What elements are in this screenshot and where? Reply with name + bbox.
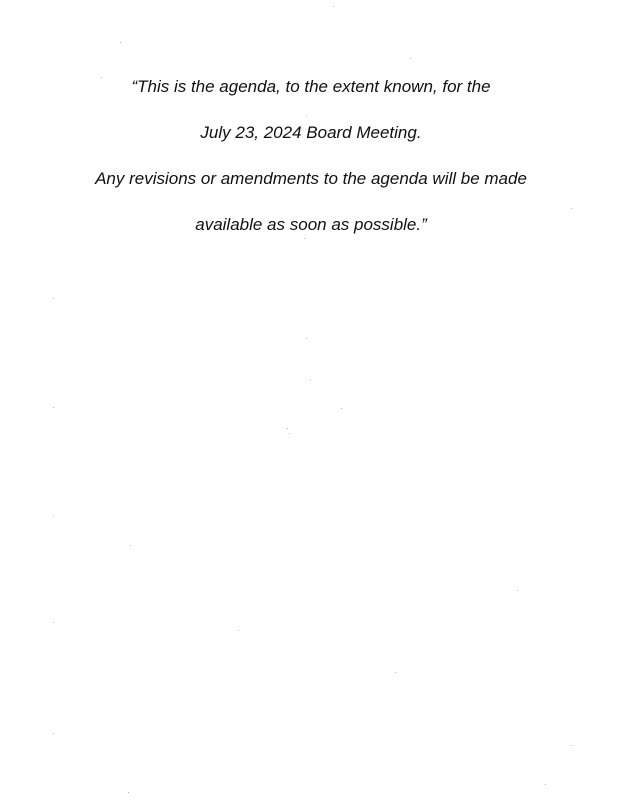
notice-line-1: “This is the agenda, to the extent known, for the bbox=[131, 77, 491, 96]
scan-speck bbox=[306, 115, 307, 116]
scan-speck bbox=[571, 208, 572, 209]
scan-speck bbox=[306, 338, 307, 339]
scan-speck bbox=[287, 428, 288, 429]
scan-speck bbox=[304, 238, 305, 239]
scan-speck bbox=[53, 516, 54, 517]
scan-speck bbox=[53, 622, 54, 623]
scan-speck bbox=[410, 58, 411, 59]
scan-speck bbox=[545, 784, 546, 785]
scan-speck bbox=[53, 407, 54, 408]
notice-line-3: Any revisions or amendments to the agenda will be made bbox=[95, 169, 527, 188]
scan-speck bbox=[53, 733, 54, 734]
scan-speck bbox=[571, 745, 572, 746]
scan-speck bbox=[101, 77, 102, 78]
scan-speck bbox=[341, 408, 342, 409]
scan-speck bbox=[310, 380, 311, 381]
scan-speck bbox=[120, 42, 121, 43]
scan-speck bbox=[53, 298, 54, 299]
notice-line-4: available as soon as possible.” bbox=[195, 215, 427, 234]
scan-speck bbox=[130, 545, 131, 546]
scan-speck bbox=[517, 590, 518, 591]
agenda-notice bbox=[0, 68, 622, 252]
scan-speck bbox=[128, 792, 129, 793]
scan-speck bbox=[289, 433, 290, 434]
scan-speck bbox=[333, 6, 334, 7]
scan-speck bbox=[395, 672, 396, 673]
notice-line-2: July 23, 2024 Board Meeting. bbox=[200, 123, 422, 142]
scan-speck bbox=[238, 630, 239, 631]
